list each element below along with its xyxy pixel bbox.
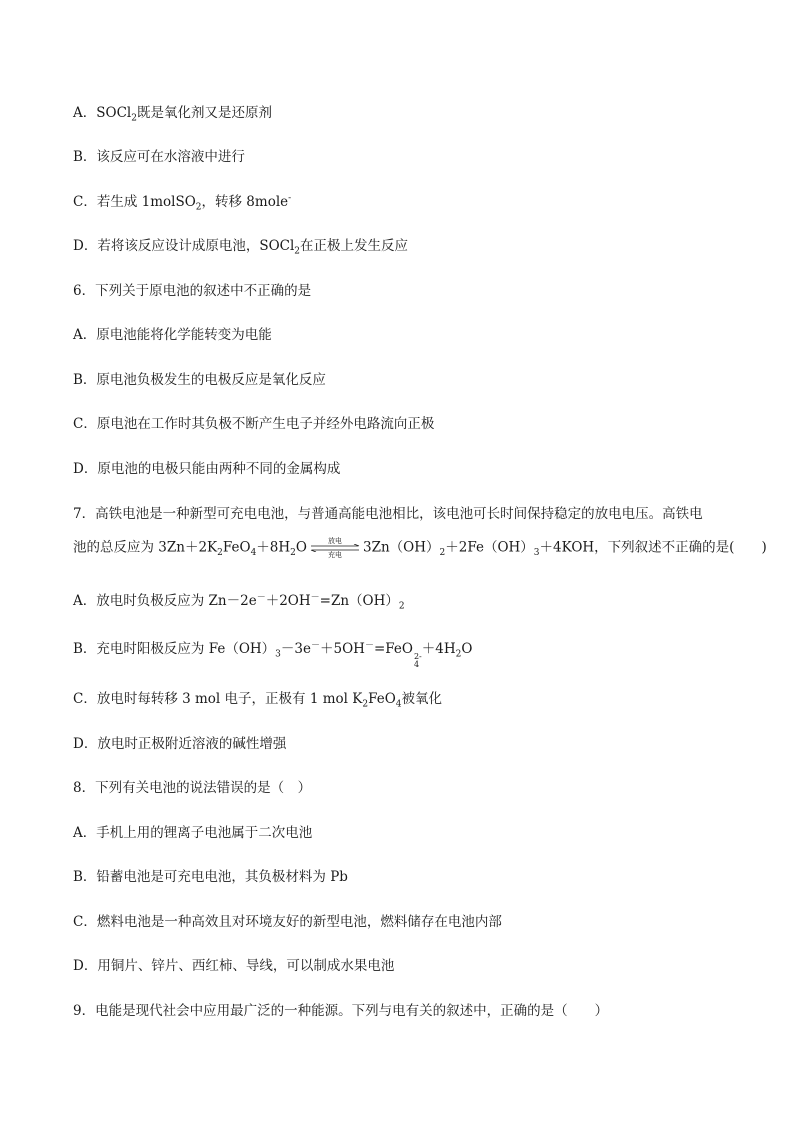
q7-stem-line1: 7．高铁电池是一种新型可充电电池，与普通高能电池相比，该电池可长时间保持稳定的放电电压。高铁电 [73,506,703,522]
reversible-arrow-icon [309,538,361,558]
q6-option-b: B．原电池负极发生的电极反应是氧化反应 [73,372,326,388]
q8-stem: 8．下列有关电池的说法错误的是（ ） [73,780,312,796]
q6-option-a: A．原电池能将化学能转变为电能 [73,327,272,343]
q5-option-c: C．若生成 1molSO$_2$，转移 8mole- [73,193,292,213]
q6-stem: 6．下列关于原电池的叙述中不正确的是 [73,283,312,299]
q8-option-a: A．手机上用的锂离子电池属于二次电池 [73,825,313,841]
q6-option-c: C．原电池在工作时其负极不断产生电子并经外电路流向正极 [73,416,435,432]
q8-option-c: C．燃料电池是一种高效且对环境友好的新型电池，燃料储存在电池内部 [73,914,502,930]
q7-option-c: C．放电时每转移 3 mol 电子，正极有 1 mol $K_2FeO_4$被氧化 [73,691,442,710]
q8-option-b: B．铅蓄电池是可充电电池，其负极材料为 Pb [73,869,348,885]
q6-option-d: D．原电池的电极只能由两种不同的金属构成 [73,461,341,477]
q9-stem: 9．电能是现代社会中应用最广泛的一种能源。下列与电有关的叙述中，正确的是（ ） [73,1003,609,1019]
ferrate-ion-charge: 2- 4 [413,652,422,669]
arrow-label-charge: 充电 [327,551,342,559]
q5-option-b: B．该反应可在水溶液中进行 [73,149,245,165]
q8-option-d: D．用铜片、锌片、西红柿、导线，可以制成水果电池 [73,958,395,974]
arrow-label-discharge: 放电 [327,537,342,545]
q7-option-d: D．放电时正极附近溶液的碱性增强 [73,736,287,752]
q5-option-d: D．若将该反应设计成原电池，SOCl$_2$在正极上发生反应 [73,238,409,257]
q7-option-a: A．放电时负极反应为 $Zn-2e^-+2OH^-=Zn(OH)_2$ [73,592,405,612]
q7-stem-line2: 池的总反应为 $3Zn+2K_2FeO_4+8H_2O$ 放电 充电 $3Zn(OH)_2+2Fe(OH)_3+4KOH$，下列叙述不正确的是( ) [73,537,767,559]
q7-option-b: B．充电时阳极反应为 $Fe(OH)_3-3e^-+5OH^-=FeO$ 2- 4 $+4H_2O$ [73,640,473,669]
q5-option-a: A．SOCl$_2$既是氧化剂又是还原剂 [73,105,272,124]
